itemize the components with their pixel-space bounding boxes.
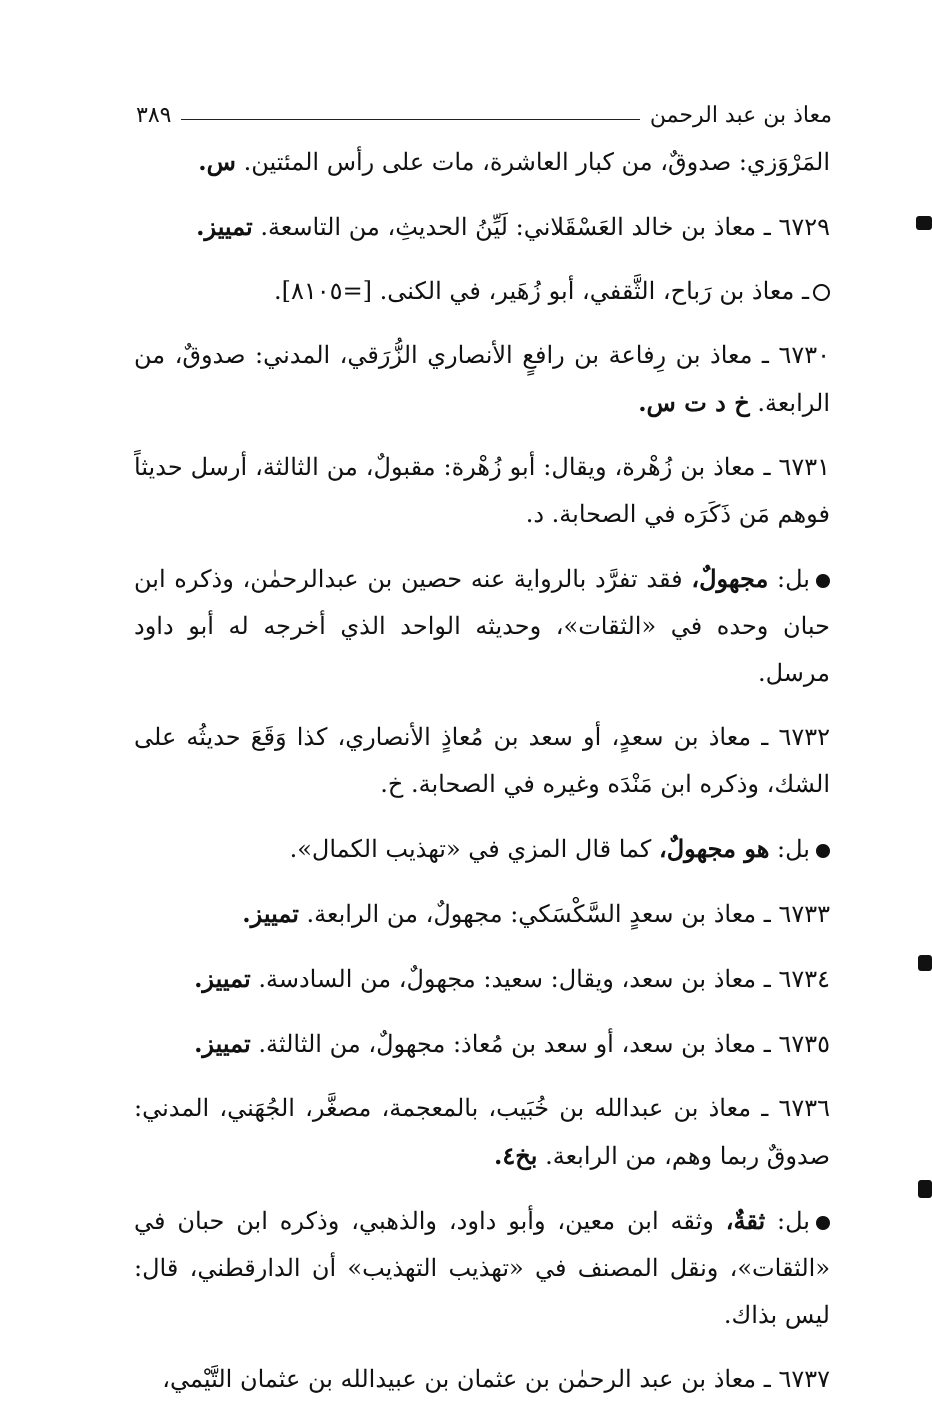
margin-scan-mark (916, 216, 932, 230)
entry-6733: ٦٧٣٣ ـ معاذ بن سعدٍ السَّكْسَكي: مجهولٌ، من الرابعة. تمييز. (242, 899, 830, 928)
running-header (136, 94, 832, 128)
bullet-icon (816, 844, 830, 858)
entry-6731: ٦٧٣١ ـ معاذ بن زُهْرة، ويقال: أبو زُهْرة: مقبولٌ، من الثالثة، أرسل حديثاً فوهم مَن ذَكَرَه في الصحابة. د. (134, 453, 830, 528)
bullet-icon (816, 1216, 830, 1230)
hollow-circle-icon (813, 284, 830, 301)
entry-6737: ٦٧٣٧ ـ معاذ بن عبد الرحمٰن بن عثمان بن عبيدالله بن عثمان التَّيْمي، (162, 1365, 830, 1393)
bullet-icon (816, 574, 830, 588)
margin-scan-mark (918, 1180, 932, 1198)
margin-scan-mark (918, 955, 932, 971)
header-title: معاذ بن عبد الرحمن (649, 103, 832, 128)
entry-6729: ٦٧٢٩ ـ معاذ بن خالد العَسْقَلاني: لَيِّنُ الحديثِ، من التاسعة. تمييز. (196, 212, 830, 241)
entry-note-6732: بل: هو مجهولٌ، كما قال المزي في «تهذيب الكمال». (134, 825, 830, 873)
entry-6734: ٦٧٣٤ ـ معاذ بن سعد، ويقال: سعيد: مجهولٌ، من السادسة. تمييز. (194, 964, 830, 993)
entry-note-6736: بل: ثقةٌ، وثقه ابن معين، وأبو داود، والذهبي، وذكره ابن حبان في «الثقات»، ونقل المصنف في «تهذيب التهذيب» أن الدارقطني، قال: ليس بذاك. (134, 1206, 830, 1329)
entry-continuation: المَرْوَزي: صدوقٌ، من كبار العاشرة، مات على رأس المئتين. س. (198, 147, 830, 176)
entry-6736: ٦٧٣٦ ـ معاذ بن عبدالله بن خُبَيب، بالمعجمة، مصغَّر، الجُهَني، المدني: صدوقٌ ربما وهم، من الرابعة. بخ٤. (134, 1094, 830, 1170)
page-number: ٣٨٩ (136, 103, 172, 128)
entry-cross-reference: ـ معاذ بن رَباح، الثَّقفي، أبو زُهَير، في الكنى. [=٨١٠٥]. (134, 268, 830, 315)
header-rule (181, 119, 639, 120)
entry-6735: ٦٧٣٥ ـ معاذ بن سعد، أو سعد بن مُعاذ: مجهولٌ، من الثالثة. تمييز. (194, 1029, 830, 1058)
page-body (134, 138, 830, 1420)
entry-6732: ٦٧٣٢ ـ معاذ بن سعدٍ، أو سعد بن مُعاذٍ الأنصاري، كذا وَقَعَ حديثُه على الشك، وذكره ابن مَنْدَه وغيره في الصحابة. خ. (134, 723, 830, 798)
entry-note-6731: بل: مجهولٌ، فقد تفرَّد بالرواية عنه حصين بن عبدالرحمٰن، وذكره ابن حبان وحده في «الثقات»، وحديثه الواحد الذي أخرجه له أبو داود مرسل. (134, 564, 830, 687)
entry-6730: ٦٧٣٠ ـ معاذ بن رِفاعة بن رافعٍ الأنصاري الزُّرَقي، المدني: صدوقٌ، من الرابعة. خ د ت س. (134, 341, 830, 417)
